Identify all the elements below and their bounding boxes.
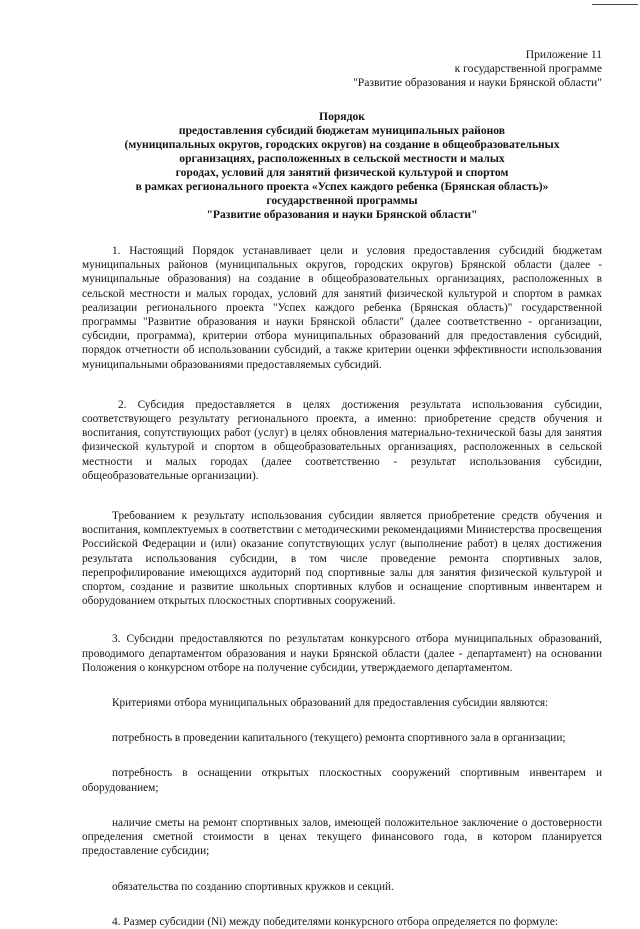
paragraph-3: Требованием к результату использования субсидии является приобретение средств обучения и воспитания, комплектуемых в соответствии с методическими рекомендациями Министерства просвещения Российской Федерации и (или) оказание сопутствующих услуг (выполнение работ) в целях достижения результата использования субсидии, в том числе проведение ремонта спортивных залов, перепрофилирование имеющихся аудиторий под спортивные залы для занятия физической культурой и спортом, создание и развитие школьных спортивных клубов и оснащение спортивным инвентарем и оборудованием открытых плоскостных спортивных сооружений. [82,510,602,608]
appendix-header [82,48,602,90]
title-line-5: городах, условий для занятий физической культурой и спортом [175,166,509,179]
paragraph-5: Критериями отбора муниципальных образований для предоставления субсидии являются: [112,697,549,710]
title-line-3: (муниципальных округов, городских округов) на создание в общеобразовательных [124,138,560,151]
paragraph-10: 4. Размер субсидии (Ni) между победителями конкурсного отбора определяется по формуле: [112,915,559,928]
paragraph-6: потребность в проведении капитального (текущего) ремонта спортивного зала в организации; [112,732,566,745]
paragraph-7: потребность в оснащении открытых плоскостных сооружений спортивным инвентарем и оборудованием; [82,767,602,794]
appendix-line-3: "Развитие образования и науки Брянской области" [353,76,602,89]
document-page [82,48,602,929]
paragraph-1: 1. Настоящий Порядок устанавливает цели и условия предоставления субсидий бюджетам муниципальных районов (муниципальных округов, городских округов) Брянской области (далее - муниципальные образования) на создание в общеобразовательных организациях, расположенных в сельской местности и малых городах, условий для занятий физической культурой и спортом в рамках реализации регионального проекта "Успех каждого ребенка (Брянская область)" государственной программы "Развитие образования и науки Брянской области" (далее соответственно - организации, субсидии, программа), критерии отбора муниципальных образований для предоставления субсидий, порядок отчетности об использовании субсидий, а также критерии оценки эффективности использования муниципальными образованиями предоставляемых субсидий. [82,245,602,371]
paragraph-8: наличие сметы на ремонт спортивных залов, имеющей положительное заключение о достоверности определения сметной стоимости в ценах текущего финансового года, в котором планируется предоставление субсидии; [82,816,602,858]
title-line-8: "Развитие образования и науки Брянской области" [206,208,478,221]
document-title [82,110,602,222]
appendix-line-2: к государственной программе [454,62,602,75]
paragraph-9: обязательства по созданию спортивных кружков и секций. [112,880,394,893]
title-line-2: предоставления субсидий бюджетам муниципальных районов [178,124,506,137]
document-body [82,244,602,929]
paragraph-2: 2. Субсидия предоставляется в целях достижения результата использования субсидии, соответствующего результату регионального проекта, а именно: приобретение средств обучения и воспитания, сопутствующих работ (услуг) в целях обновления материально-технической базы для занятия физической культурой и спортом в общеобразовательных организациях, расположенных в сельской местности и малых городах (далее соответственно - результат использования субсидии, общеобразовательные организации). [82,398,602,482]
title-line-6: в рамках регионального проекта «Успех каждого ребенка (Брянская область)» [135,180,549,193]
title-line-4: организациях, расположенных в сельской местности и малых [179,152,505,165]
corner-mark [592,4,638,5]
title-line-7: государственной программы [266,194,418,207]
paragraph-4: 3. Субсидии предоставляются по результатам конкурсного отбора муниципальных образований, проводимого департаментом образования и науки Брянской области (далее - департамент) на основании Положения о конкурсном отборе на получение субсидии, утверждаемого департаментом. [82,633,602,674]
title-line-1: Порядок [319,110,365,123]
appendix-line-1: Приложение 11 [525,48,602,61]
